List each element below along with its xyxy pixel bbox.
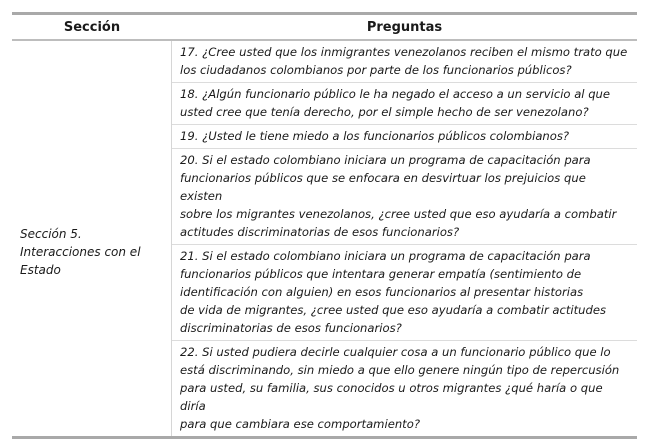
header-questions: Preguntas: [366, 19, 443, 35]
question-line: discriminatorias de esos funcionarios?: [180, 321, 402, 335]
question-item: [172, 41, 637, 83]
question-item: [172, 245, 637, 341]
question-line: para que cambiara ese comportamiento?: [180, 417, 420, 431]
question-line: 19. ¿Usted le tiene miedo a los funcionarios públicos colombianos?: [180, 129, 570, 143]
question-line: usted cree que tenía derecho, por el simple hecho de ser venezolano?: [180, 105, 589, 119]
table-body: [12, 41, 637, 436]
question-item: [172, 341, 637, 436]
question-line: 18. ¿Algún funcionario público le ha negado el acceso a un servicio al que: [180, 87, 611, 101]
table-header: [12, 15, 637, 41]
question-item: [172, 125, 637, 149]
question-line: los ciudadanos colombianos por parte de los funcionarios públicos?: [180, 63, 572, 77]
question-line: está discriminando, sin miedo a que ello genere ningún tipo de repercusión: [180, 363, 620, 377]
question-line: 20. Si el estado colombiano iniciara un programa de capacitación para: [180, 153, 591, 167]
question-line: funcionarios públicos que se enfocara en desvirtuar los prejuicios que existen: [180, 171, 586, 203]
section-label: Sección 5. Interacciones con el Estado: [12, 41, 172, 436]
header-section: Sección: [63, 19, 121, 35]
question-line: de vida de migrantes, ¿cree usted que eso ayudaría a combatir actitudes: [180, 303, 607, 317]
question-item: [172, 83, 637, 125]
question-item: [172, 149, 637, 245]
question-line: 22. Si usted pudiera decirle cualquier cosa a un funcionario público que lo: [180, 345, 611, 359]
questions-column: [172, 41, 637, 436]
question-line: actitudes discriminatorias de esos funcionarios?: [180, 225, 460, 239]
question-line: para usted, su familia, sus conocidos u otros migrantes ¿qué haría o que diría: [180, 381, 603, 413]
question-line: 21. Si el estado colombiano iniciara un programa de capacitación para: [180, 249, 591, 263]
question-line: identificación con alguien) en esos funcionarios al presentar historias: [180, 285, 584, 299]
question-line: funcionarios públicos que intentara generar empatía (sentimiento de: [180, 267, 582, 281]
question-line: 17. ¿Cree usted que los inmigrantes venezolanos reciben el mismo trato que: [180, 45, 628, 59]
question-line: sobre los migrantes venezolanos, ¿cree usted que eso ayudaría a combatir: [180, 207, 617, 221]
survey-table: [12, 12, 637, 439]
